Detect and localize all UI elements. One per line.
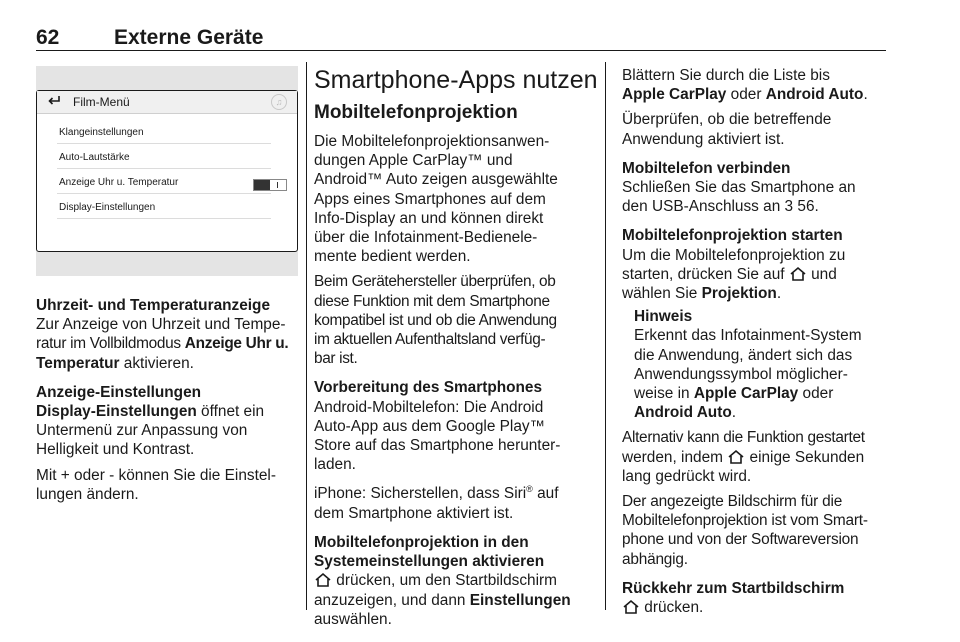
hint-title: Hinweis [634,308,693,326]
text-line: phone und von der Softwareversion [622,531,859,549]
menu-item-uhr-temperatur[interactable]: Anzeige Uhr u. Temperatur [57,169,271,194]
column-divider-2 [605,62,606,610]
mid-p1 [314,132,604,266]
menu-item-klang[interactable]: Klangeinstellungen [57,119,271,144]
heading-verbinden: Mobiltelefon verbinden [622,159,791,177]
text-line: diese Funktion mit dem Smartphone [314,292,550,310]
text-line: Apps eines Smartphones auf dem [314,190,546,208]
text-line: bar ist. [314,350,358,368]
right-p6 [622,492,890,569]
text-line: abhängig. [622,550,688,568]
screen-figure [36,66,298,276]
text-line: mente bedient werden. [314,248,471,266]
text-line: kompatibel ist und ob die Anwendung [314,311,557,329]
section-title: Smartphone-Apps nutzen [314,66,598,94]
screen-title: Film-Menü [73,95,130,109]
right-p2 [622,110,890,148]
right-column: Blättern Sie durch die Liste bis Apple CarPlay oder Android Auto. Überprüfen, ob die betreffende Anwendung aktiviert ist. Mobiltelefon verbinden Schließen Sie das Smartphone an den USB-Anschluss an 3 56. Mobiltelefonprojektion starten Um die Mobiltelefonprojektion zu starten, drücken Sie auf und wählen Sie Projektion. Hinweis Erkennt das Infotainment-System die Anwendung, ändert sich das Anwendungssymbol möglicher- weise in Apple CarPlay oder Android Auto. Alternativ kann die Funktion gestartet werden, indem einige Sekunden lang gedrückt wird. Der angezeigte Bildschirm für die Mobiltelefonprojektion ist vom Smart- phone und von der Softwareversion abhängig. Rückkehr zum Startbildschirm drücken. [622,66,890,617]
section-subtitle: Mobiltelefonprojektion [314,102,518,123]
text-line: Der angezeigte Bildschirm für die [622,493,843,511]
page-header [36,26,886,50]
page-number: 62 [36,26,60,49]
menu-item-display[interactable]: Display-Einstellungen [57,194,271,219]
uhr-temperatur-toggle[interactable] [253,179,287,191]
column-divider-1 [306,62,307,610]
text-line: die Anwendung, ändert sich das [634,346,853,364]
text-line: Anwendungssymbol möglicher- [634,365,848,383]
text-line: über die Infotainment-Bedienele- [314,229,538,247]
heading-anzeige: Anzeige-Einstellungen [36,383,202,401]
text-line: im aktuellen Aufenthaltsland verfüg- [314,331,546,349]
menu-item-lautstaerke[interactable]: Auto-Lautstärke [57,144,271,169]
text-line: Erkennt das Infotainment-System [634,327,862,345]
text-line: Android™ Auto zeigen ausgewählte [314,171,558,189]
heading-rueckkehr: Rückkehr zum Startbildschirm [622,579,845,597]
text-line: Mobiltelefonprojektion ist vom Smart- [622,512,868,530]
text-line: Die Mobiltelefonprojektionsanwen- [314,133,550,150]
middle-column: Die Mobiltelefonprojektionsanwen- dungen Apple CarPlay™ und Android™ Auto zeigen ausgewählte Apps eines Smartphones auf dem Info-Display an und können direkt über die Infotainment-Bedienele- mente bedient werden. Beim Gerätehersteller überprüfen, ob diese Funktion mit dem Smartphone kompatibel ist und ob die Anwendung im aktuellen Aufenthaltsland verfüg- bar ist. Vorbereitung des Smartphones Android-Mobiltelefon: Die Android Auto-App aus dem Google Play™ Store auf das Smartphone herunter- laden. iPhone: Sicherstellen, dass Siri® auf dem Smartphone aktiviert ist. Mobiltelefonprojektion in den Systemeinstellungen aktivieren drücken, um den Startbildschirm anzuzeigen, und dann Einstellungen auswählen. [314,132,604,629]
text-line: Android-Mobiltelefon: Die Android [314,398,544,416]
text-line: Beim Gerätehersteller überprüfen, ob [314,273,556,291]
left-column: Uhrzeit- und Temperaturanzeige Zur Anzeige von Uhrzeit und Tempe- ratur im Vollbildmodus Anzeige Uhr u. Temperatur aktivieren. Anzeige-Einstellungen Display-Einstellungen öffnet ein Untermenü zur Anpassung von Helligkeit und Kontrast. Mit + oder - können Sie die Einstel- lungen ändern. [36,297,289,503]
home-icon [727,449,745,464]
home-icon [622,599,640,614]
heading-vorbereitung: Vorbereitung des Smartphones [314,379,543,397]
mid-p2 [314,272,604,368]
screen-header [37,91,297,114]
mid-p3 [314,398,604,475]
text-line: Info-Display an und können direkt [314,209,544,227]
text-line: Store auf das Smartphone herunter- [314,437,561,455]
heading-uhrzeit: Uhrzeit- und Temperaturanzeige [36,297,271,314]
page-reference[interactable]: 3 56. [784,198,819,216]
heading-starten: Mobiltelefonprojektion starten [622,227,843,245]
infotainment-screen [36,90,298,252]
header-rule [36,50,886,51]
text-line: Anwendung aktiviert ist. [622,130,785,148]
back-arrow-icon[interactable] [47,95,61,107]
text-line: dungen Apple CarPlay™ und [314,152,513,170]
home-icon [314,572,332,587]
hint-lines [634,326,890,384]
text-line: Überprüfen, ob die betreffende [622,111,832,129]
music-note-icon: ♫ [271,94,287,110]
hint-box: Hinweis Erkennt das Infotainment-System die Anwendung, ändert sich das Anwendungssymbol möglicher- weise in Apple CarPlay oder Android Auto. [622,307,890,422]
text-line: Auto-App aus dem Google Play™ [314,417,545,435]
page-title: Externe Geräte [114,26,264,49]
home-icon [789,266,807,281]
text-line: laden. [314,456,356,474]
